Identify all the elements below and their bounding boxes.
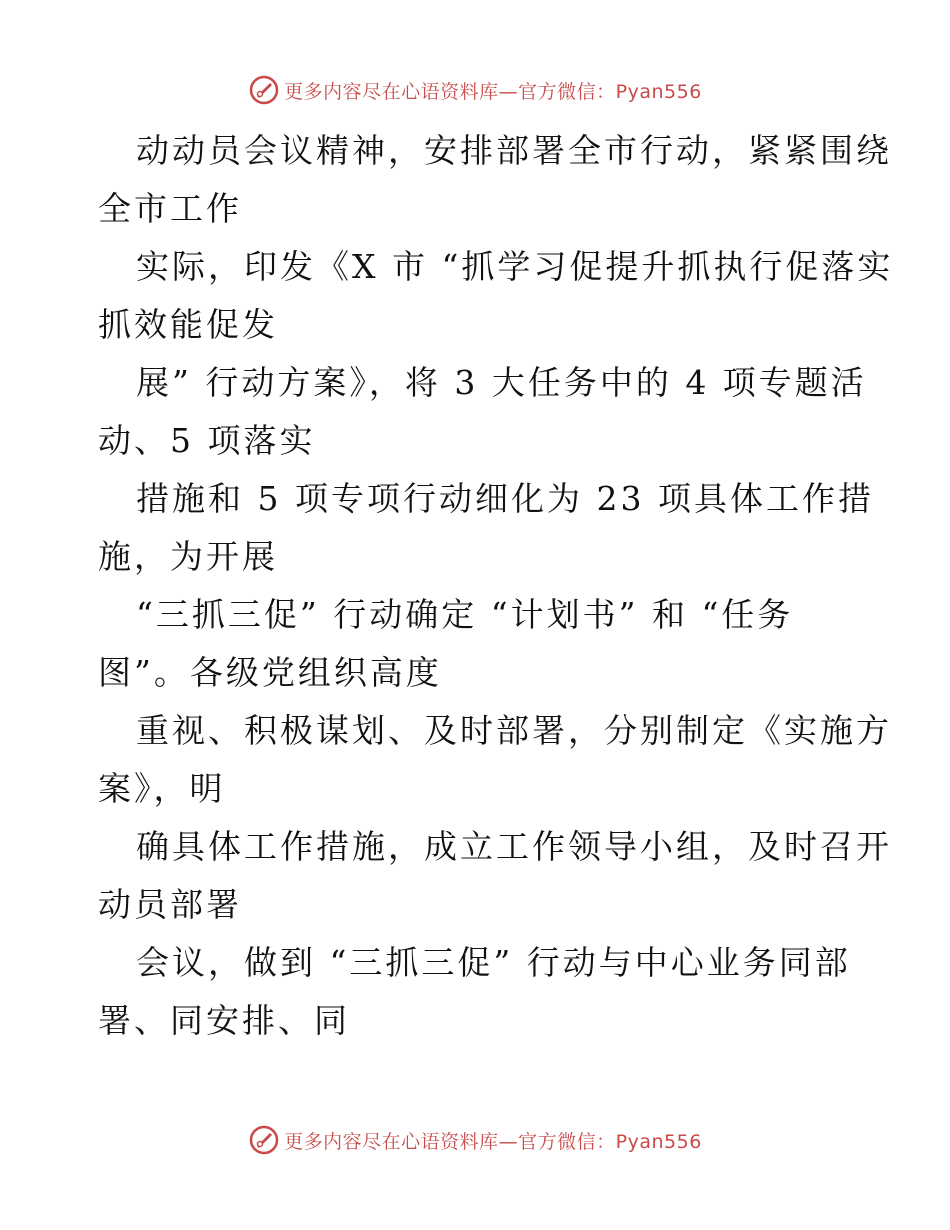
watermark-text: 更多内容尽在心语资料库—官方微信：Pyan556 — [284, 1130, 702, 1153]
text-line: 确具体工作措施，成立工作领导小组，及时召开 — [136, 827, 892, 866]
text-line: 展” 行动方案》，将 3 大任务中的 4 项专题活 — [136, 363, 867, 402]
header-watermark — [0, 70, 950, 110]
text-line: 动员部署 — [98, 885, 242, 924]
text-line: 动、5 项落实 — [98, 421, 316, 460]
text-line: 动动员会议精神，安排部署全市行动，紧紧围绕 — [136, 131, 892, 170]
text-line: 图”。各级党组织高度 — [98, 653, 442, 692]
text-line: 全市工作 — [98, 189, 242, 228]
logo-icon — [248, 74, 280, 106]
text-line: 案》，明 — [98, 769, 226, 808]
logo-icon — [248, 1124, 280, 1156]
footer-watermark — [0, 1120, 950, 1160]
text-line: 抓效能促发 — [98, 305, 278, 344]
text-line: 重视、积极谋划、及时部署，分别制定《实施方 — [136, 711, 892, 750]
text-line: 施，为开展 — [98, 537, 278, 576]
watermark-text: 更多内容尽在心语资料库—官方微信：Pyan556 — [284, 80, 702, 103]
text-line: 会议，做到 “三抓三促” 行动与中心业务同部 — [136, 943, 851, 982]
text-line: 署、同安排、同 — [98, 1001, 350, 1040]
text-line: 实际，印发《X 市 “抓学习促提升抓执行促落实 — [136, 247, 894, 286]
text-line: “三抓三促” 行动确定 “计划书” 和 “任务 — [136, 595, 794, 634]
text-line: 措施和 5 项专项行动细化为 23 项具体工作措 — [136, 479, 874, 518]
document-body — [98, 122, 894, 1050]
